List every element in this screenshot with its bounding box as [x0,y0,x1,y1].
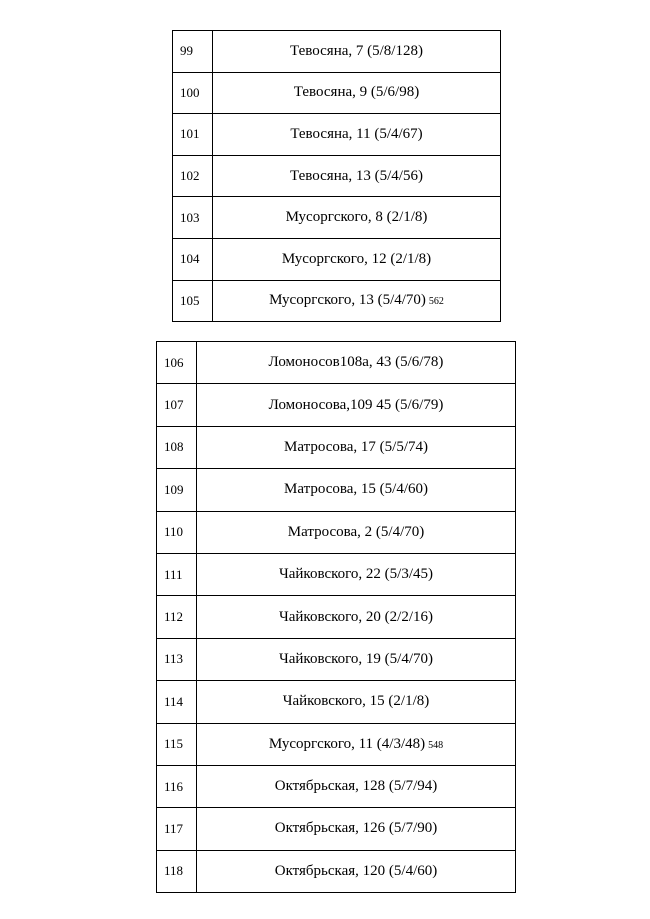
table-row [157,596,516,638]
address-text: Октябрьская, 120 (5/4/60) [274,862,438,879]
row-number: 110 [157,511,197,553]
row-number: 106 [157,342,197,384]
address-cell [197,596,516,638]
address-cell [197,384,516,426]
table-row [157,723,516,765]
address-cell [197,342,516,384]
address-text: Тевосяна, 11 (5/4/67) [290,125,423,142]
table-row [157,681,516,723]
row-number: 107 [157,384,197,426]
address-text: Тевосяна, 9 (5/6/98) [293,84,420,101]
address-text: Чайковского, 19 (5/4/70) [279,650,433,667]
table-row [157,638,516,680]
address-text: Мусоргского, 12 (2/1/8) [281,250,432,267]
address-text: Матросова, 15 (5/4/60) [284,481,428,498]
table-row [157,850,516,892]
table-row [157,426,516,468]
address-text: Мусоргского, 11 (4/3/48) [268,735,426,752]
address-cell [213,238,501,280]
address-text: Ломоносов108а, 43 (5/6/78) [268,354,444,371]
table-row [173,72,501,114]
address-cell [197,850,516,892]
address-table-2 [156,341,516,893]
address-cell [197,808,516,850]
address-text: Чайковского, 22 (5/3/45) [279,566,433,583]
address-note: 562 [428,296,444,308]
row-number: 117 [157,808,197,850]
row-number: 116 [157,765,197,807]
address-note: 548 [428,739,444,751]
row-number: 118 [157,850,197,892]
table-row [173,238,501,280]
table-row [173,114,501,156]
address-cell [213,280,501,322]
row-number: 99 [173,31,213,73]
address-cell [197,638,516,680]
address-text: Матросова, 17 (5/5/74) [284,438,428,455]
address-text: Октябрьская, 128 (5/7/94) [274,778,438,795]
address-table-1-body [173,31,501,322]
row-number: 102 [173,155,213,197]
row-number: 108 [157,426,197,468]
address-text: Мусоргского, 13 (5/4/70) [269,292,426,309]
table-row [157,553,516,595]
address-cell [213,72,501,114]
address-text: Тевосяна, 7 (5/8/128) [290,42,423,59]
address-cell [197,469,516,511]
table-row [157,384,516,426]
row-number: 103 [173,197,213,239]
address-text: Чайковского, 15 (2/1/8) [282,693,430,710]
address-cell [213,31,501,73]
address-cell [213,155,501,197]
address-table-2-body [157,342,516,893]
address-text: Ломоносова,109 45 (5/6/79) [268,396,444,413]
address-cell [213,114,501,156]
address-text: Матросова, 2 (5/4/70) [287,523,425,540]
table-row [173,280,501,322]
table-row [173,197,501,239]
table-row [157,469,516,511]
row-number: 104 [173,238,213,280]
row-number: 111 [157,553,197,595]
row-number: 109 [157,469,197,511]
table-row [157,511,516,553]
row-number: 101 [173,114,213,156]
table-row [157,808,516,850]
address-table-1 [172,30,501,322]
address-cell [197,511,516,553]
address-cell [197,553,516,595]
table-row [157,342,516,384]
row-number: 100 [173,72,213,114]
row-number: 115 [157,723,197,765]
table-row [157,765,516,807]
address-text: Чайковского, 20 (2/2/16) [279,608,433,625]
table-row [173,31,501,73]
address-text: Мусоргского, 8 (2/1/8) [285,209,428,226]
address-cell [197,426,516,468]
row-number: 112 [157,596,197,638]
address-cell [197,765,516,807]
row-number: 114 [157,681,197,723]
row-number: 113 [157,638,197,680]
address-text: Тевосяна, 13 (5/4/56) [290,167,423,184]
address-cell [213,197,501,239]
address-text: Октябрьская, 126 (5/7/90) [274,820,438,837]
address-cell [197,723,516,765]
address-cell [197,681,516,723]
row-number: 105 [173,280,213,322]
table-row [173,155,501,197]
